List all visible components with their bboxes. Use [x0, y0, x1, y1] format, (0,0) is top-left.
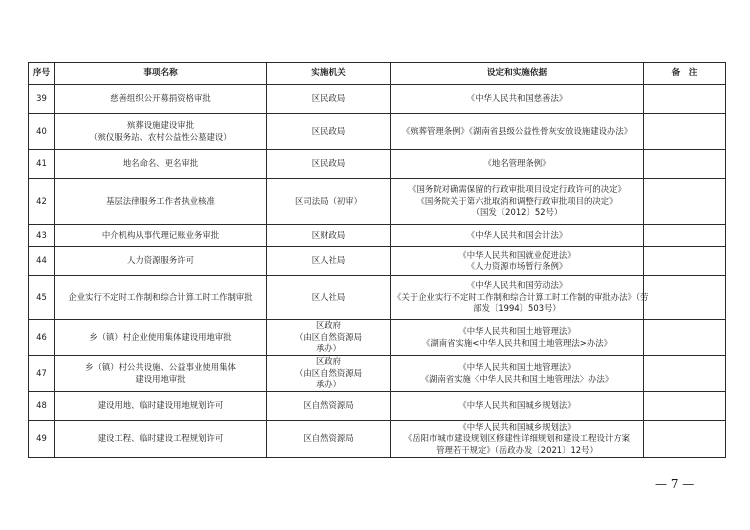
row-item: [55, 225, 267, 247]
row-basis-line: 《中华人民共和国慈善法》: [466, 93, 568, 104]
table-row: [29, 179, 726, 225]
row-agency-line: 区民政局: [311, 125, 346, 136]
row-item: [55, 320, 267, 356]
row-number: 42: [29, 179, 55, 225]
table-row: [29, 392, 726, 421]
row-agency-line: （由区自然资源局: [295, 331, 362, 342]
row-number: 47: [29, 356, 55, 392]
row-agency-line: 区自然资源局: [303, 433, 354, 444]
row-basis-line: 《中华人民共和国土地管理法》: [458, 326, 576, 336]
row-item-line: 地名命名、更名审批: [122, 158, 199, 169]
row-remark: [644, 276, 726, 320]
row-agency: [267, 247, 391, 276]
row-item-line: 基层法律服务工作者执业核准: [106, 195, 215, 206]
row-basis-line: 部发〔1994〕503号）: [473, 303, 561, 314]
row-remark: [644, 320, 726, 356]
row-item-line: 建设用地审批: [135, 373, 186, 384]
table-row: [29, 247, 726, 276]
header-agency: 实施机关: [267, 63, 391, 85]
row-agency-line: 区民政局: [311, 93, 346, 104]
row-agency-line: 承办）: [315, 343, 342, 354]
row-agency-line: 区自然资源局: [303, 400, 354, 411]
row-basis-line: 《地名管理条例》: [483, 158, 551, 169]
row-remark: [644, 179, 726, 225]
page-number: — 7 —: [655, 477, 695, 491]
row-agency-line: 区政府: [315, 356, 342, 367]
row-agency-line: 区司法局（初审）: [295, 195, 362, 206]
row-basis-line: 《人力资源市场暂行条例》: [466, 261, 568, 271]
row-basis-line: 《中华人民共和国就业促进法》: [458, 249, 576, 260]
row-basis-line: 《湖南省实施<中华人民共和国土地管理法>办法》: [422, 337, 612, 348]
table-row: [29, 320, 726, 356]
row-agency-line: （由区自然资源局: [295, 367, 362, 378]
row-agency-line: 区人社局: [311, 291, 346, 302]
row-basis-line: 《殡葬管理条例》《湖南省县级公益性骨灰安放设施建设办法》: [401, 125, 633, 136]
row-agency: [267, 421, 391, 458]
row-basis-line: 管理若干规定》（岳政办发〔2021〕12号）: [436, 444, 598, 455]
row-item: [55, 356, 267, 392]
row-item: [55, 179, 267, 225]
header-basis: 设定和实施依据: [391, 63, 644, 85]
row-basis: [391, 320, 644, 356]
row-item-line: 乡（镇）村企业使用集体建设用地审批: [89, 331, 232, 342]
row-basis: [391, 150, 644, 179]
row-basis-line: 《国务院关于第六批取消和调整行政审批项目的决定》: [416, 195, 618, 206]
row-basis-line: 《国务院对确需保留的行政审批项目设定行政许可的决定》: [408, 184, 626, 195]
row-agency-line: 区民政局: [311, 158, 346, 169]
table-row: [29, 85, 726, 114]
row-agency-line: 区政府: [315, 320, 342, 331]
row-agency: [267, 356, 391, 392]
row-basis: [391, 85, 644, 114]
row-item-line: 建设工程、临时建设工程规划许可: [97, 433, 224, 444]
row-item-line: 中介机构从事代理记账业务审批: [101, 229, 220, 240]
table-row: [29, 276, 726, 320]
row-number: 39: [29, 85, 55, 114]
row-item: [55, 421, 267, 458]
row-item-line: 乡（镇）村公共设施、公益事业使用集体: [85, 362, 236, 372]
header-item-name: 事项名称: [55, 63, 267, 85]
row-basis: [391, 247, 644, 276]
row-basis-line: 《中华人民共和国城乡规划法》: [458, 421, 576, 432]
row-number: 44: [29, 247, 55, 276]
row-basis: [391, 225, 644, 247]
row-basis-line: 《岳阳市城市建设规划区修建性详细规划和建设工程设计方案: [403, 433, 631, 444]
table-row: [29, 114, 726, 150]
row-basis-line: 《湖南省实施〈中华人民共和国土地管理法〉办法》: [420, 373, 614, 384]
row-item: [55, 276, 267, 320]
row-remark: [644, 356, 726, 392]
row-remark: [644, 114, 726, 150]
row-remark: [644, 421, 726, 458]
row-basis-line: 《中华人民共和国会计法》: [466, 229, 568, 240]
row-basis: [391, 179, 644, 225]
row-basis: [391, 392, 644, 421]
approval-items-table: [28, 62, 726, 458]
row-item: [55, 114, 267, 150]
row-agency-line: 区人社局: [311, 255, 346, 266]
row-basis-line: 《中华人民共和国城乡规划法》: [458, 400, 576, 411]
row-item: [55, 85, 267, 114]
table-row: [29, 225, 726, 247]
row-number: 49: [29, 421, 55, 458]
row-agency: [267, 276, 391, 320]
row-basis-line: 《中华人民共和国土地管理法》: [458, 362, 576, 372]
row-remark: [644, 247, 726, 276]
row-number: 43: [29, 225, 55, 247]
row-remark: [644, 150, 726, 179]
row-item-line: 建设用地、临时建设用地规划许可: [97, 400, 224, 411]
row-agency: [267, 150, 391, 179]
table-row: [29, 421, 726, 458]
row-item-line: 慈善组织公开募捐资格审批: [110, 93, 211, 104]
row-number: 45: [29, 276, 55, 320]
row-item-line: （殡仪服务站、农村公益性公墓建设）: [89, 131, 232, 142]
row-agency: [267, 320, 391, 356]
row-remark: [644, 85, 726, 114]
table-row: [29, 150, 726, 179]
row-agency-line: 承办）: [315, 379, 342, 390]
row-agency-line: 区财政局: [311, 229, 346, 240]
row-basis: [391, 421, 644, 458]
row-agency: [267, 392, 391, 421]
row-agency: [267, 114, 391, 150]
row-basis-line: 《关于企业实行不定时工作制和综合计算工时工作制的审批办法》（劳: [393, 291, 649, 302]
row-basis-line: 《中华人民共和国劳动法》: [466, 280, 568, 291]
row-item-line: 殡葬设施建设审批: [127, 120, 194, 130]
row-number: 46: [29, 320, 55, 356]
row-item: [55, 247, 267, 276]
row-basis-line: （国发〔2012〕52号）: [471, 207, 563, 218]
table-row: [29, 356, 726, 392]
row-basis: [391, 114, 644, 150]
row-number: 41: [29, 150, 55, 179]
row-item: [55, 150, 267, 179]
row-basis: [391, 276, 649, 320]
row-remark: [644, 392, 726, 421]
row-agency: [267, 179, 391, 225]
row-agency: [267, 85, 391, 114]
table-header-row: [29, 63, 726, 85]
header-no: 序号: [29, 63, 55, 85]
row-number: 40: [29, 114, 55, 150]
row-agency: [267, 225, 391, 247]
row-remark: [644, 225, 726, 247]
row-number: 48: [29, 392, 55, 421]
row-item-line: 企业实行不定时工作制和综合计算工时工作制审批: [68, 291, 253, 302]
header-remark: 备 注: [644, 63, 726, 85]
row-basis: [391, 356, 644, 392]
row-item: [55, 392, 267, 421]
row-item-line: 人力资源服务许可: [127, 255, 194, 266]
